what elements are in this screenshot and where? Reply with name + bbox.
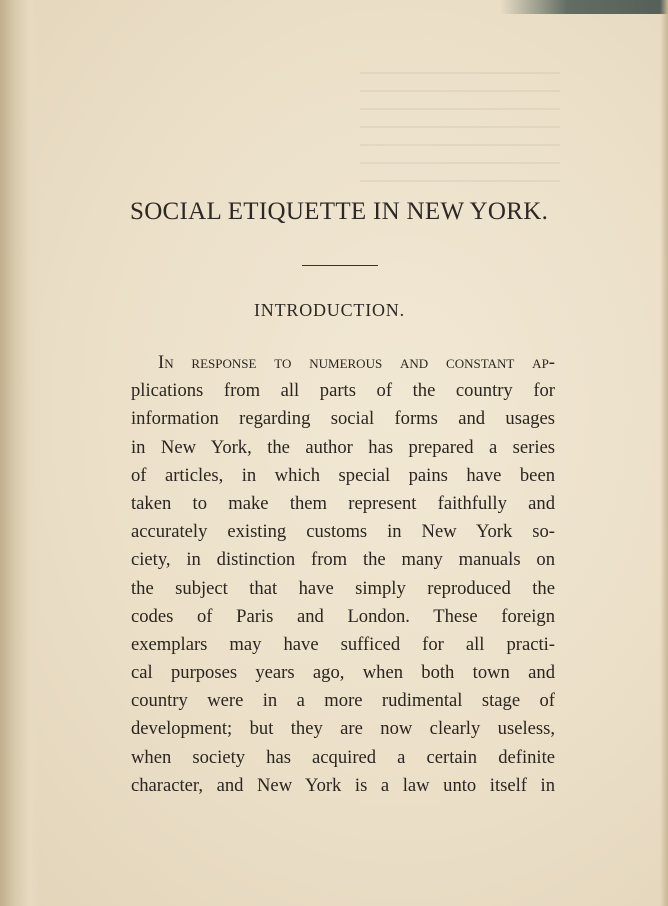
body-paragraph xyxy=(131,349,555,800)
text-line: character, and New York is a law unto itself in xyxy=(131,774,555,796)
text-line: development; but they are now clearly useless, xyxy=(131,718,555,740)
title-divider xyxy=(302,265,378,266)
text-line: when society has acquired a certain definite xyxy=(131,746,555,768)
page-title: SOCIAL ETIQUETTE IN NEW YORK. xyxy=(130,198,549,225)
text-line: accurately existing customs in New York so- xyxy=(131,521,555,543)
text-line: cal purposes years ago, when both town and xyxy=(131,662,555,684)
page-right-edge xyxy=(660,0,668,906)
text-line: ciety, in distinction from the many manuals on xyxy=(131,549,555,571)
text-line: in New York, the author has prepared a series xyxy=(131,436,555,458)
page-gutter-shadow xyxy=(0,0,40,906)
text-line: the subject that have simply reproduced the xyxy=(131,577,555,599)
text-line: exemplars may have sufficed for all practi- xyxy=(131,633,555,655)
text-line: In response to numerous and constant ap- xyxy=(158,352,555,373)
text-line: of articles, in which special pains have been xyxy=(131,464,555,486)
text-line: information regarding social forms and usages xyxy=(131,408,555,430)
show-through-text xyxy=(360,72,560,182)
text-line: codes of Paris and London. These foreign xyxy=(131,605,555,627)
section-heading: INTRODUCTION. xyxy=(254,300,405,320)
text-line: taken to make them represent faithfully and xyxy=(131,492,555,514)
book-cover-edge xyxy=(500,0,668,14)
text-line: plications from all parts of the country for xyxy=(131,380,555,402)
text-line: country were in a more rudimental stage of xyxy=(131,690,555,712)
